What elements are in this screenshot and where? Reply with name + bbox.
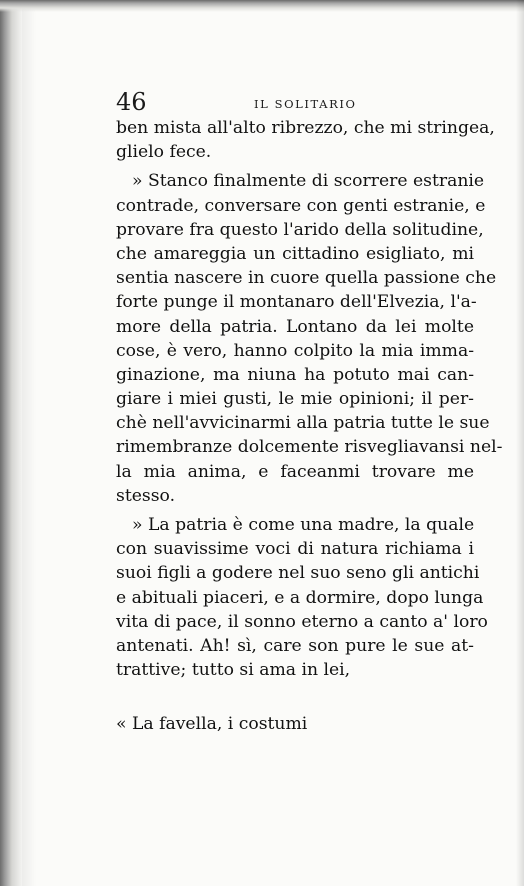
text-line: contrade, conversare con genti estranie, e [116,195,486,216]
running-head: IL SOLITARIO [254,97,357,111]
text-line: » Stanco finalmente di scorrere estranie [132,171,485,192]
text-line: antenati. Ah! sì, care son pure le sue at- [116,635,474,656]
page-top-edge [0,0,524,12]
text-line: provare fra questo l'arido della solitudine, [116,219,484,240]
text-line: » La patria è come una madre, la quale [132,515,475,535]
page-binding-edge [0,0,22,886]
text-line: sentia nascere in cuore quella passione che [116,268,497,289]
binding-shadow [22,0,36,886]
text-line: stesso. [116,485,176,506]
text-line: chè nell'avvicinarmi alla patria tutte le sue [116,413,490,434]
text-line: suoi figli a godere nel suo seno gli antichi [116,563,480,584]
text-line: trattive; tutto si ama in lei, [116,660,351,681]
text-line: rimembranze dolcemente risvegliavansi nel- [116,437,503,458]
text-line: ginazione, ma niuna ha potuto mai can- [116,364,474,385]
text-line: giare i miei gusti, le mie opinioni; il per- [116,389,474,410]
text-line: che amareggia un cittadino esigliato, mi [116,243,474,264]
page-right-edge [516,0,524,886]
catchline: « La favella, i costumi [116,714,308,734]
text-line: e abituali piaceri, e a dormire, dopo lunga [116,587,484,608]
text-line: con suavissime voci di natura richiama i [116,539,474,560]
text-line: forte punge il montanaro dell'Elvezia, l'a- [116,292,477,313]
text-line: glielo fece. [116,142,212,163]
text-line: vita di pace, il sonno eterno a canto a' loro [116,611,488,632]
body-text [116,116,503,682]
page-header [116,88,476,116]
text-line: ben mista all'alto ribrezzo, che mi stringea, [116,118,495,138]
text-line: more della patria. Lontano da lei molte [116,316,474,337]
text-line: cose, è vero, hanno colpito la mia imma- [116,340,474,361]
text-line: la mia anima, e faceanmi trovare me [116,461,474,482]
page-number: 46 [116,88,147,116]
